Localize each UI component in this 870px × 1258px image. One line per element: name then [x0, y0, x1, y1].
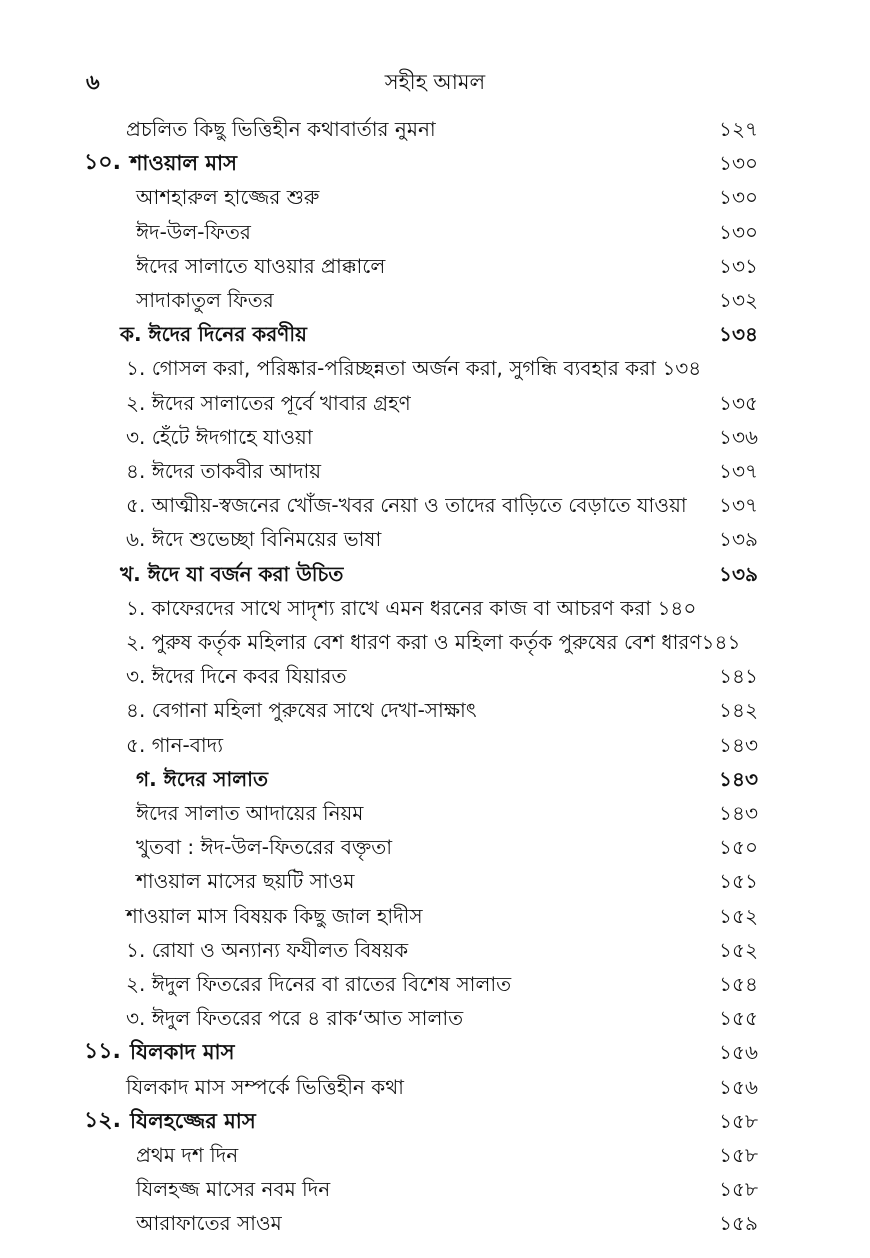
toc-entry-page-number: ১৩৬: [719, 424, 758, 449]
toc-entry-page-number: ১৩০: [719, 185, 758, 210]
toc-entry-page-number: ১৫২: [719, 903, 758, 928]
toc-entry: [0, 386, 870, 420]
toc-entry-title: ৪. বেগানা মহিলা পুরুষের সাথে দেখা-সাক্ষাৎ: [126, 698, 477, 723]
toc-entry: [0, 1206, 870, 1240]
toc-entry: [0, 1070, 870, 1104]
toc-entry-page-number: ১৫১: [719, 869, 758, 894]
toc-entry-title: ৫. গান-বাদ্য: [126, 732, 223, 757]
toc-entry-title: যিলহজ্জের মাস: [130, 1108, 256, 1133]
toc-entry: [0, 420, 870, 454]
toc-entry: [0, 488, 870, 522]
toc-entry: [0, 659, 870, 693]
toc-entry-page-number: ১৩১: [719, 253, 758, 278]
toc-entry-title: ৪. ঈদের তাকবীর আদায়: [126, 459, 322, 483]
toc-entry-page-number: ১৫৫: [719, 1006, 758, 1031]
toc-entry-title: যিলকাদ মাস সম্পর্কে ভিত্তিহীন কথা: [126, 1074, 404, 1099]
toc-entry: [0, 249, 870, 283]
toc-entry-page-number: ১৫৮: [719, 1143, 758, 1167]
toc-entry: [0, 1001, 870, 1035]
toc-entry-title: যিলহজ্জ মাসের নবম দিন: [136, 1177, 331, 1202]
toc-entry-title: ২. ঈদুল ফিতরের দিনের বা রাতের বিশেষ সালাত: [126, 972, 512, 996]
toc-entry-title: সাদাকাতুল ফিতর: [136, 288, 274, 312]
toc-entry: [0, 180, 870, 214]
page-number: ৬: [86, 70, 100, 94]
toc-entry-title: ৩. হেঁটে ঈদগাহে যাওয়া: [126, 424, 313, 449]
toc-entry-page-number: ১৩৯: [719, 561, 758, 586]
toc-entry-page-number: ১৫৪: [719, 972, 758, 996]
toc-entry-page-number: ১৩৭: [719, 459, 758, 483]
toc-entry-page-number: ১৪১: [719, 664, 758, 689]
toc-entry: [0, 967, 870, 1001]
toc-entry-page-number: ১৩০: [719, 219, 758, 244]
toc-entry-page-number: ১৩৫: [719, 390, 758, 415]
toc-entry: [0, 796, 870, 830]
toc-entry: [0, 351, 870, 385]
toc-entry-page-number: ১৪৩: [719, 766, 758, 791]
toc-entry-title: শাওয়াল মাসের ছয়টি সাওম: [136, 869, 355, 894]
toc-entry: [0, 728, 870, 762]
toc-entry-title: ৬. ঈদে শুভেচ্ছা বিনিময়ের ভাষা: [126, 527, 382, 552]
page-header: [0, 66, 870, 102]
toc-entry: [0, 625, 870, 659]
toc-entry-title: ৩. ঈদুল ফিতরের পরে ৪ রাক‘আত সালাত: [126, 1006, 464, 1031]
toc-entry-title: ঈদের সালাত আদায়ের নিয়ম: [136, 801, 364, 825]
toc-entry-title: শাওয়াল মাস বিষয়ক কিছু জাল হাদীস: [126, 903, 423, 928]
section-number: ১১.: [84, 1039, 121, 1065]
toc-entry-page-number: ১৩২: [719, 288, 758, 312]
toc-entry-page-number: ১৪২: [719, 698, 758, 723]
toc-entry-title: ক. ঈদের দিনের করণীয়: [120, 322, 307, 347]
section-number: ১২.: [84, 1107, 121, 1133]
toc-entry-page-number: ১৫২: [719, 937, 758, 962]
toc-entry-page-number: ১৫৬: [719, 1074, 758, 1099]
toc-entry: [0, 215, 870, 249]
toc-entry-page-number: ১২৭: [719, 117, 758, 141]
toc-entry-page-number: ১৫৯: [719, 1211, 758, 1236]
toc-entry-page-number: ১৩৭: [719, 493, 758, 518]
toc-entry-title: ২. ঈদের সালাতের পূর্বে খাবার গ্রহণ: [126, 390, 411, 415]
section-number: ১০.: [84, 150, 121, 176]
running-title: সহীহ আমল: [384, 70, 486, 94]
toc-entry-page-number: ১৫৬: [719, 1040, 758, 1065]
toc-entry: [0, 557, 870, 591]
toc-entry: [0, 1035, 870, 1069]
toc-entry-title: আশহারুল হাজ্জের শুরু: [136, 185, 320, 210]
toc-entry: [0, 1104, 870, 1138]
toc-entry-title: আরাফাতের সাওম: [136, 1211, 282, 1236]
toc-entry: [0, 591, 870, 625]
toc-entry-title: ঈদের সালাতে যাওয়ার প্রাক্কালে: [136, 253, 386, 278]
toc-entry-title: প্রথম দশ দিন: [136, 1143, 239, 1167]
toc-entry: [0, 933, 870, 967]
toc-entry-title: শাওয়াল মাস: [130, 151, 238, 176]
toc-entry: [0, 1138, 870, 1172]
toc-entry: [0, 146, 870, 180]
toc-entry: [0, 454, 870, 488]
toc-entry: [0, 317, 870, 351]
toc-entry-title: ১. গোসল করা, পরিষ্কার-পরিচ্ছন্নতা অর্জন করা, সুগন্ধি ব্যবহার করা ১৩৪: [126, 356, 702, 381]
toc-entry: [0, 830, 870, 864]
toc-entry-page-number: ১৫৮: [719, 1177, 758, 1202]
toc-entry: [0, 762, 870, 796]
toc-entry: [0, 112, 870, 146]
toc-entry-page-number: ১৫০: [719, 835, 758, 860]
toc-entry-title: ১. কাফেরদের সাথে সাদৃশ্য রাখে এমন ধরনের কাজ বা আচরণ করা ১৪০: [126, 595, 697, 620]
toc-entry-page-number: ১৩৪: [719, 322, 758, 347]
toc-entry-title: যিলকাদ মাস: [130, 1040, 235, 1065]
toc-entry-title: ৩. ঈদের দিনে কবর যিয়ারত: [126, 664, 347, 689]
toc-entry: [0, 864, 870, 898]
toc-entry-title: ঈদ-উল-ফিতর: [136, 219, 251, 244]
toc-entry-title: গ. ঈদের সালাত: [136, 766, 268, 791]
toc-entry-page-number: ১৩৯: [719, 527, 758, 552]
toc-entry-title: ১. রোযা ও অন্যান্য ফযীলত বিষয়ক: [126, 937, 409, 962]
toc-entry-title: প্রচলিত কিছু ভিত্তিহীন কথাবার্তার নুমনা: [126, 117, 436, 141]
toc-entry: [0, 1172, 870, 1206]
toc-entry: [0, 693, 870, 727]
toc-entry-title: খ. ঈদে যা বর্জন করা উচিত: [120, 561, 344, 586]
toc-entry-title: ৫. আত্মীয়-স্বজনের খোঁজ-খবর নেয়া ও তাদের বাড়িতে বেড়াতে যাওয়া: [126, 493, 687, 518]
toc-entry: [0, 283, 870, 317]
toc-entry-page-number: ১৪৩: [719, 801, 758, 825]
toc-entry-title: খুতবা : ঈদ-উল-ফিতরের বক্তৃতা: [136, 835, 393, 860]
toc-entry: [0, 899, 870, 933]
toc-entry-page-number: ১৫৮: [719, 1108, 758, 1133]
toc-entry-page-number: ১৪৩: [719, 732, 758, 757]
toc-entry-title: ২. পুরুষ কর্তৃক মহিলার বেশ ধারণ করা ও মহিলা কর্তৃক পুরুষের বেশ ধারণ১৪১: [126, 630, 741, 654]
toc-entry-page-number: ১৩০: [719, 151, 758, 176]
toc-entry: [0, 522, 870, 556]
